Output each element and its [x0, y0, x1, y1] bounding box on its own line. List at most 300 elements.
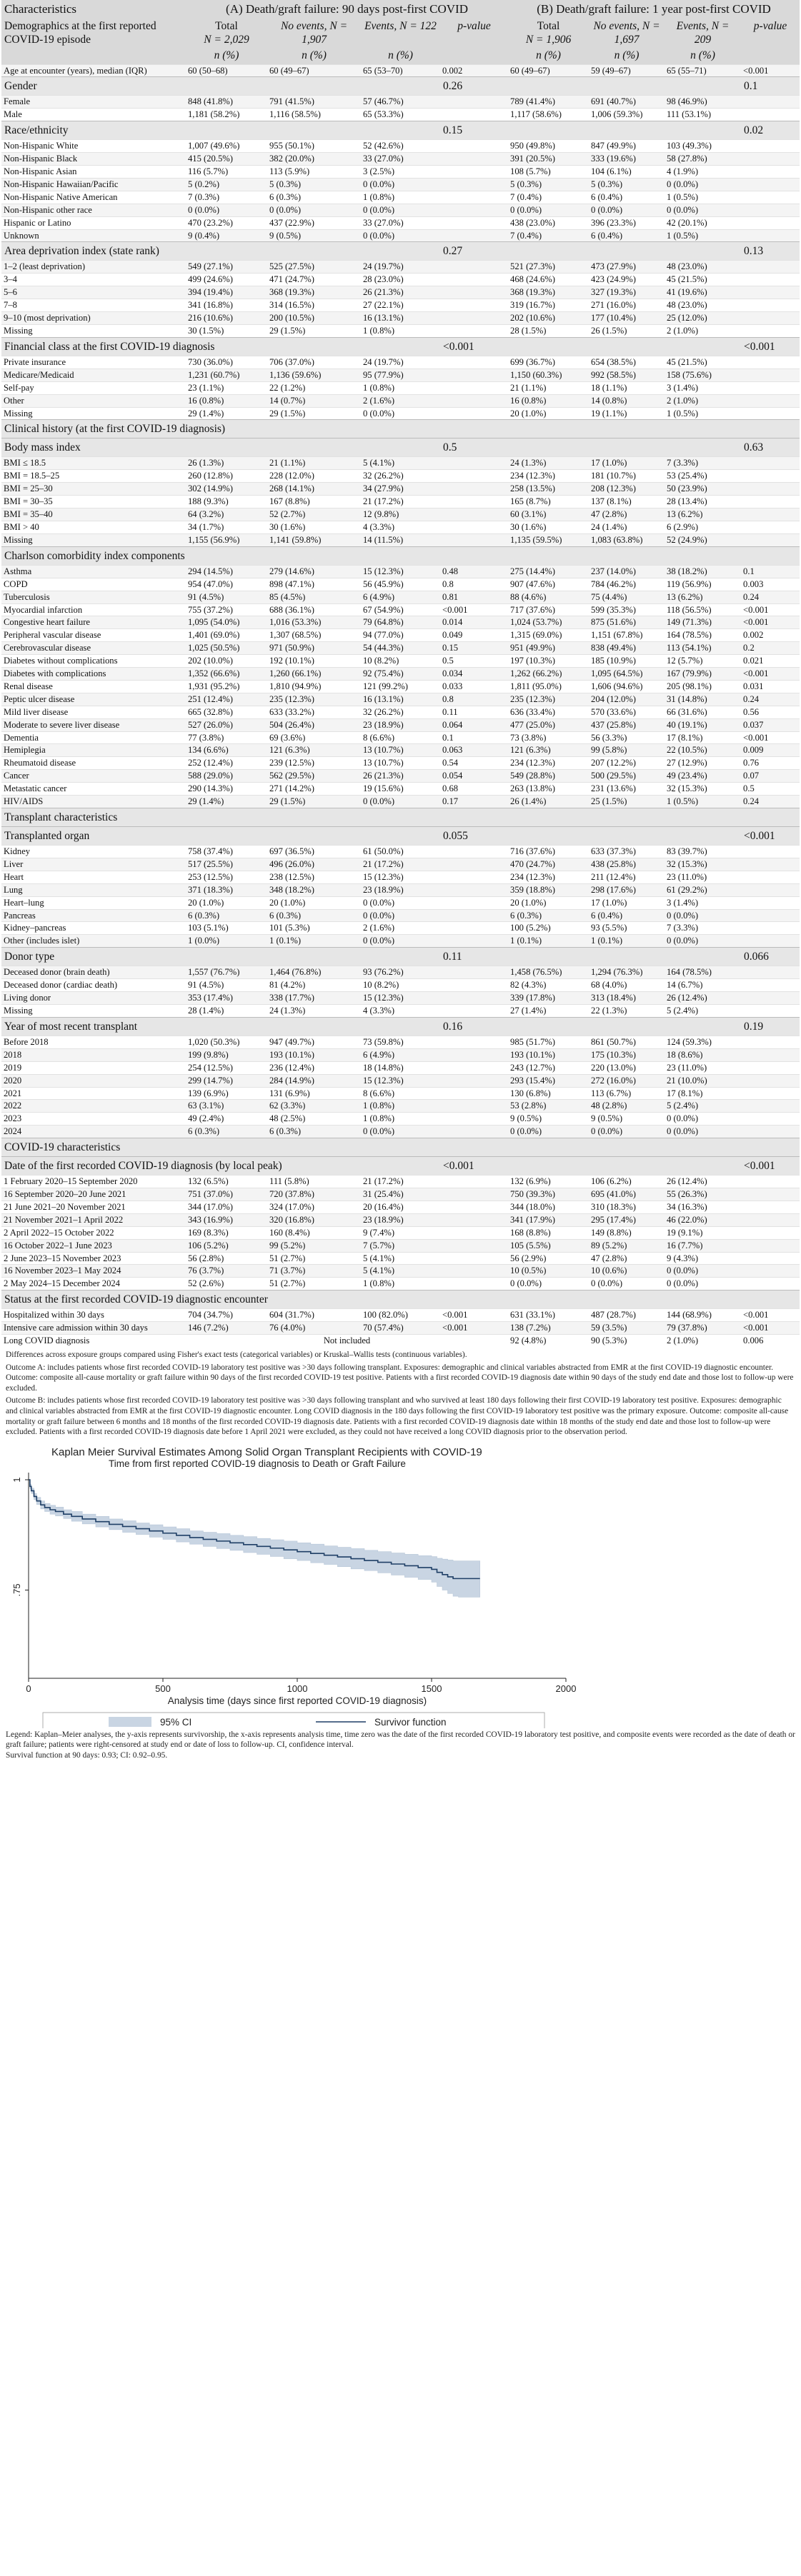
row-label: Liver: [1, 858, 186, 871]
table-cell: 9 (7.4%): [361, 1226, 440, 1239]
table-cell: 108 (5.7%): [508, 166, 589, 179]
table-row: [1, 178, 800, 191]
table-cell: 10 (0.5%): [508, 1265, 589, 1278]
table-cell: 20 (1.0%): [508, 407, 589, 420]
row-label: BMI = 25–30: [1, 483, 186, 496]
pvalue-cell: [741, 1252, 800, 1265]
row-label: Peripheral vascular disease: [1, 629, 186, 642]
table-cell: 1,606 (94.6%): [589, 680, 665, 693]
table-cell: 1,083 (63.8%): [589, 533, 665, 546]
row-label: Missing: [1, 533, 186, 546]
table-cell: 0 (0.0%): [361, 909, 440, 922]
table-cell: 706 (37.0%): [267, 356, 361, 369]
table-cell: 275 (14.4%): [508, 565, 589, 578]
pvalue-cell: [741, 286, 800, 299]
table-cell: 101 (5.3%): [267, 922, 361, 935]
pvalue-cell: 0.063: [440, 744, 508, 757]
table-row: [1, 1188, 800, 1201]
row-label: Rheumatoid disease: [1, 757, 186, 770]
table-cell: 0 (0.0%): [508, 1278, 589, 1290]
table-cell: 5 (0.3%): [589, 178, 665, 191]
table-cell: 1,006 (59.3%): [589, 109, 665, 121]
table-row: [1, 565, 800, 578]
table-row: [1, 909, 800, 922]
table-cell: 25 (1.5%): [589, 796, 665, 808]
y-tick-label: .75: [11, 1583, 22, 1597]
table-cell: 1 (0.1%): [267, 935, 361, 948]
table-cell: 368 (19.3%): [267, 286, 361, 299]
table-cell: 394 (19.4%): [186, 286, 267, 299]
table-cell: 971 (50.9%): [267, 642, 361, 655]
table-cell: 588 (29.0%): [186, 770, 267, 783]
table-cell: 1,141 (59.8%): [267, 533, 361, 546]
table-cell: 371 (18.3%): [186, 883, 267, 896]
table-cell: 13 (6.2%): [665, 591, 741, 603]
pvalue-cell: [741, 496, 800, 508]
pvalue-cell: 0.037: [741, 718, 800, 731]
table-cell: 38 (18.2%): [665, 565, 741, 578]
table-cell: 0 (0.0%): [361, 229, 440, 242]
table-cell: 631 (33.1%): [508, 1309, 589, 1322]
table-cell: 22 (10.5%): [665, 744, 741, 757]
table-cell: 144 (68.9%): [665, 1309, 741, 1322]
table-cell: 21 (10.0%): [665, 1074, 741, 1087]
pvalue-cell: 0.5: [741, 783, 800, 796]
table-row: [1, 770, 800, 783]
pvalue-cell: [440, 1113, 508, 1126]
table-cell: 1 (0.5%): [665, 229, 741, 242]
table-cell: 124 (59.3%): [665, 1036, 741, 1048]
row-label: Missing: [1, 1004, 186, 1017]
pvalue-cell: [741, 1188, 800, 1201]
section-pvalue-a: 0.26: [440, 77, 508, 96]
table-cell: 220 (13.0%): [589, 1061, 665, 1074]
pvalue-cell: [741, 896, 800, 909]
row-label: 2018: [1, 1048, 186, 1061]
pvalue-cell: [741, 178, 800, 191]
pvalue-cell: [440, 1226, 508, 1239]
table-row: [1, 229, 800, 242]
pvalue-cell: [741, 1213, 800, 1226]
table-cell: 12 (9.8%): [361, 508, 440, 521]
subheader-noevents-a: No events, N = 1,907: [267, 19, 361, 48]
table-subheader-row: [1, 19, 800, 48]
subheader-demographics: Demographics at the first reported COVID-19 episode: [1, 19, 186, 64]
section-pvalue-b: 0.63: [741, 438, 800, 457]
row-label: BMI = 18.5–25: [1, 470, 186, 483]
table-cell: 23 (18.9%): [361, 883, 440, 896]
table-cell: 338 (17.7%): [267, 992, 361, 1005]
table-cell: 789 (41.4%): [508, 96, 589, 109]
table-cell: 263 (13.8%): [508, 783, 589, 796]
table-cell: 992 (58.5%): [589, 369, 665, 381]
table-cell: 164 (78.5%): [665, 629, 741, 642]
pvalue-cell: 0.031: [741, 680, 800, 693]
table-row: [1, 642, 800, 655]
table-cell: 15 (12.3%): [361, 565, 440, 578]
table-row: [1, 1113, 800, 1126]
table-cell: 149 (8.8%): [589, 1226, 665, 1239]
table-cell: 9 (0.5%): [508, 1113, 589, 1126]
table-cell: 0 (0.0%): [361, 1126, 440, 1138]
pvalue-cell: [440, 312, 508, 325]
pvalue-cell: 0.003: [741, 578, 800, 591]
table-cell: 98 (46.9%): [665, 96, 741, 109]
pvalue-cell: 0.24: [741, 693, 800, 706]
row-label: Non-Hispanic Asian: [1, 166, 186, 179]
table-cell: 20 (1.0%): [508, 896, 589, 909]
table-cell: 63 (3.1%): [186, 1100, 267, 1113]
x-tick-label: 0: [26, 1683, 31, 1694]
table-header-row: [1, 0, 800, 19]
table-cell: 26 (12.4%): [665, 992, 741, 1005]
table-cell: 527 (26.0%): [186, 718, 267, 731]
table-cell: 208 (12.3%): [589, 483, 665, 496]
legend-ci-label: 95% CI: [160, 1716, 192, 1728]
row-label: Living donor: [1, 992, 186, 1005]
pvalue-cell: <0.001: [440, 1309, 508, 1322]
table-row: [1, 381, 800, 394]
pvalue-cell: [741, 1226, 800, 1239]
table-cell: 188 (9.3%): [186, 496, 267, 508]
table-row: [1, 1126, 800, 1138]
pvalue-cell: 0.002: [741, 629, 800, 642]
row-label: 3–4: [1, 274, 186, 286]
table-cell: 1,810 (94.9%): [267, 680, 361, 693]
table-cell: 23 (1.1%): [186, 381, 267, 394]
table-cell: 91 (4.5%): [186, 591, 267, 603]
pvalue-cell: [741, 871, 800, 883]
table-cell: 93 (5.5%): [589, 922, 665, 935]
table-cell: 468 (24.6%): [508, 274, 589, 286]
table-cell: 81 (4.2%): [267, 979, 361, 992]
row-label: 2 May 2024–15 December 2024: [1, 1278, 186, 1290]
table-cell: 235 (12.3%): [508, 693, 589, 706]
table-cell: 132 (6.9%): [508, 1176, 589, 1188]
table-row: [1, 629, 800, 642]
row-label: Heart: [1, 871, 186, 883]
table-cell: 73 (3.8%): [508, 731, 589, 744]
pvalue-cell: <0.001: [741, 616, 800, 629]
table-cell: 28 (1.5%): [508, 325, 589, 338]
table-cell: 14 (0.7%): [267, 394, 361, 407]
table-cell: 106 (5.2%): [186, 1239, 267, 1252]
table-row: [1, 312, 800, 325]
table-cell: 0 (0.0%): [589, 204, 665, 216]
pvalue-cell: [741, 109, 800, 121]
table-row: [1, 204, 800, 216]
table-cell: 6 (0.3%): [267, 1126, 361, 1138]
table-row: [1, 191, 800, 204]
table-cell: 200 (10.5%): [267, 312, 361, 325]
table-row: [1, 922, 800, 935]
table-cell: 1,260 (66.1%): [267, 668, 361, 681]
table-cell: 17 (1.0%): [589, 457, 665, 470]
table-cell: 13 (10.7%): [361, 744, 440, 757]
table-row: [1, 369, 800, 381]
row-label: Congestive heart failure: [1, 616, 186, 629]
table-cell: 704 (34.7%): [186, 1309, 267, 1322]
table-cell: 167 (79.9%): [665, 668, 741, 681]
row-label: Intensive care admission within 30 days: [1, 1322, 186, 1335]
table-row: [1, 274, 800, 286]
row-label: Lung: [1, 883, 186, 896]
row-label: Female: [1, 96, 186, 109]
table-row: [1, 407, 800, 420]
table-cell: 71 (3.7%): [267, 1265, 361, 1278]
table-cell: 437 (25.8%): [589, 718, 665, 731]
table-cell: 79 (64.8%): [361, 616, 440, 629]
pvalue-cell: [440, 191, 508, 204]
table-cell: 99 (5.8%): [589, 744, 665, 757]
table-cell: 1,464 (76.8%): [267, 966, 361, 979]
table-cell: 175 (10.3%): [589, 1048, 665, 1061]
table-row: [1, 64, 800, 77]
table-cell: 30 (1.6%): [508, 521, 589, 533]
table-cell: 1,557 (76.7%): [186, 966, 267, 979]
table-cell: 57 (46.7%): [361, 96, 440, 109]
pvalue-cell: [741, 1074, 800, 1087]
table-cell: 146 (7.2%): [186, 1322, 267, 1335]
table-cell: 21 (17.2%): [361, 858, 440, 871]
table-cell: 61 (50.0%): [361, 846, 440, 858]
pvalue-cell: [440, 922, 508, 935]
table-cell: 53 (2.8%): [508, 1100, 589, 1113]
table-row: [1, 1087, 800, 1100]
table-cell: 34 (27.9%): [361, 483, 440, 496]
table-cell: 633 (37.3%): [589, 846, 665, 858]
table-cell: 7 (5.7%): [361, 1239, 440, 1252]
table-cell: 9 (4.3%): [665, 1252, 741, 1265]
row-label: 2023: [1, 1113, 186, 1126]
table-cell: 6 (4.9%): [361, 1048, 440, 1061]
table-cell: 14 (0.8%): [589, 394, 665, 407]
table-cell: 52 (42.6%): [361, 140, 440, 153]
table-cell: 875 (51.6%): [589, 616, 665, 629]
table-cell: 26 (1.4%): [508, 796, 589, 808]
table-cell: 73 (59.8%): [361, 1036, 440, 1048]
table-cell: 751 (37.0%): [186, 1188, 267, 1201]
table-cell: 6 (0.3%): [508, 909, 589, 922]
table-cell: 6 (0.3%): [186, 909, 267, 922]
row-label: 2 April 2022–15 October 2022: [1, 1226, 186, 1239]
table-cell: 847 (49.9%): [589, 140, 665, 153]
pvalue-cell: [440, 470, 508, 483]
table-cell: 26 (12.4%): [665, 1176, 741, 1188]
np-label: n (%): [186, 48, 267, 64]
table-cell: 121 (6.3%): [508, 744, 589, 757]
table-cell: 1 (0.5%): [665, 796, 741, 808]
table-cell: 861 (50.7%): [589, 1036, 665, 1048]
pvalue-cell: [741, 909, 800, 922]
table-cell: 1,931 (95.2%): [186, 680, 267, 693]
table-cell: 55 (26.3%): [665, 1188, 741, 1201]
table-cell: 17 (8.1%): [665, 1087, 741, 1100]
subheader-events-a: Events, N = 122: [361, 19, 440, 48]
table-cell: 720 (37.8%): [267, 1188, 361, 1201]
row-label: Non-Hispanic White: [1, 140, 186, 153]
table-row: [1, 655, 800, 668]
table-row: [1, 533, 800, 546]
table-row: [1, 1252, 800, 1265]
table-cell: 29 (1.5%): [267, 407, 361, 420]
table-cell: 92 (75.4%): [361, 668, 440, 681]
pvalue-cell: 0.8: [440, 578, 508, 591]
table-notes: [1, 1347, 800, 1441]
table-cell: 951 (49.9%): [508, 642, 589, 655]
table-cell: 243 (12.7%): [508, 1061, 589, 1074]
table-cell: 47 (2.8%): [589, 508, 665, 521]
table-cell: 499 (24.6%): [186, 274, 267, 286]
pvalue-cell: 0.48: [440, 565, 508, 578]
pvalue-cell: [440, 896, 508, 909]
pvalue-cell: [440, 1188, 508, 1201]
section-label: Transplant characteristics: [1, 808, 800, 827]
section-row: [1, 1138, 800, 1157]
table-cell: 0 (0.0%): [361, 178, 440, 191]
table-cell: 99 (5.2%): [267, 1239, 361, 1252]
row-label: Cerebrovascular disease: [1, 642, 186, 655]
table-cell: 113 (54.1%): [665, 642, 741, 655]
table-cell: 116 (5.7%): [186, 166, 267, 179]
table-cell: 341 (17.9%): [508, 1213, 589, 1226]
table-cell: 158 (75.6%): [665, 369, 741, 381]
table-cell: 24 (1.3%): [508, 457, 589, 470]
table-cell: 103 (49.3%): [665, 140, 741, 153]
table-row: [1, 706, 800, 718]
table-cell: 121 (6.3%): [267, 744, 361, 757]
section-label: Date of the first recorded COVID-19 diagnosis (by local peak): [1, 1157, 440, 1176]
table-cell: 415 (20.5%): [186, 153, 267, 166]
section-pvalue-b: <0.001: [741, 1157, 800, 1176]
table-cell: 5 (4.1%): [361, 1265, 440, 1278]
table-row: [1, 1004, 800, 1017]
section-pvalue-b: <0.001: [741, 337, 800, 356]
table-cell: 40 (19.1%): [665, 718, 741, 731]
section-label: Year of most recent transplant: [1, 1017, 440, 1036]
pvalue-cell: 0.064: [440, 718, 508, 731]
table-cell: 1,401 (69.0%): [186, 629, 267, 642]
table-cell: 333 (19.6%): [589, 153, 665, 166]
note-paragraph: Outcome A: includes patients whose first recorded COVID-19 laboratory test positive was >30 days following transplant. Exposures: demographic and clinical variables abstracted from EMR at the first COVID-19 diagnostic encounter. Outcome: composite all-cause mortality or graft failure within 90 days of the first recorded COVID-19 test positive. Patients with a first recorded COVID-19 diagnosis date within 90 days of the study end date and those lost to follow-up were excluded.: [6, 1363, 794, 1393]
table-cell: 26 (21.3%): [361, 770, 440, 783]
table-cell: 7 (0.4%): [508, 191, 589, 204]
table-cell: 423 (24.9%): [589, 274, 665, 286]
row-label: Asthma: [1, 565, 186, 578]
row-label: COPD: [1, 578, 186, 591]
table-cell: 21 (1.1%): [508, 381, 589, 394]
table-cell: 77 (3.8%): [186, 731, 267, 744]
table-cell: 784 (46.2%): [589, 578, 665, 591]
table-cell: 17 (1.0%): [589, 896, 665, 909]
pvalue-cell: [440, 1004, 508, 1017]
row-label: 2022: [1, 1100, 186, 1113]
pvalue-cell: [741, 356, 800, 369]
chart-title: Kaplan Meier Survival Estimates Among Solid Organ Transplant Recipients with COVID-19: [51, 1445, 482, 1458]
table-cell: 521 (27.3%): [508, 261, 589, 274]
section-row: [1, 1290, 800, 1309]
pvalue-cell: [440, 508, 508, 521]
table-cell: 10 (0.6%): [589, 1265, 665, 1278]
pvalue-cell: [741, 140, 800, 153]
table-row: [1, 470, 800, 483]
table-cell: 697 (36.5%): [267, 846, 361, 858]
pvalue-cell: 0.24: [741, 591, 800, 603]
table-cell: 295 (17.4%): [589, 1213, 665, 1226]
table-cell: 1,231 (60.7%): [186, 369, 267, 381]
section-pvalue-a: <0.001: [440, 337, 508, 356]
table-cell: 9 (0.4%): [186, 229, 267, 242]
table-cell: 3 (1.4%): [665, 896, 741, 909]
row-label: Pancreas: [1, 909, 186, 922]
table-cell: 1 (0.0%): [186, 935, 267, 948]
table-cell: 359 (18.8%): [508, 883, 589, 896]
row-label: Hospitalized within 30 days: [1, 1309, 186, 1322]
table-cell: 76 (4.0%): [267, 1322, 361, 1335]
table-cell: 89 (5.2%): [589, 1239, 665, 1252]
section-row: [1, 546, 800, 565]
pvalue-cell: 0.24: [741, 796, 800, 808]
np-label: n (%): [508, 48, 589, 64]
table-cell: 59 (49–67): [589, 64, 665, 77]
pvalue-cell: [741, 457, 800, 470]
pvalue-cell: [440, 407, 508, 420]
section-row: [1, 420, 800, 438]
pvalue-cell: [440, 883, 508, 896]
table-row: [1, 757, 800, 770]
kaplan-meier-chart: [1, 1443, 800, 1728]
pvalue-cell: [440, 533, 508, 546]
table-cell: 32 (15.3%): [665, 783, 741, 796]
table-row: [1, 1061, 800, 1074]
row-label: BMI ≤ 18.5: [1, 457, 186, 470]
table-cell: 33 (27.0%): [361, 216, 440, 229]
table-cell: 62 (3.3%): [267, 1100, 361, 1113]
row-label: Tuberculosis: [1, 591, 186, 603]
table-cell: 279 (14.6%): [267, 565, 361, 578]
table-cell: 7 (0.3%): [186, 191, 267, 204]
legend-note-paragraph: Survival function at 90 days: 0.93; CI: 0.92–0.95.: [6, 1750, 168, 1760]
table-cell: 239 (12.5%): [267, 757, 361, 770]
row-label: Other: [1, 394, 186, 407]
table-cell: 1 (0.8%): [361, 1100, 440, 1113]
table-cell: 1 (0.8%): [361, 1113, 440, 1126]
pvalue-cell: [440, 1176, 508, 1188]
pvalue-cell: [440, 979, 508, 992]
table-cell: 31 (14.8%): [665, 693, 741, 706]
table-cell: 42 (20.1%): [665, 216, 741, 229]
pvalue-cell: 0.034: [440, 668, 508, 681]
section-label: Status at the first recorded COVID-19 diagnostic encounter: [1, 1290, 800, 1309]
table-cell: 26 (1.3%): [186, 457, 267, 470]
pvalue-cell: [741, 96, 800, 109]
table-cell: 353 (17.4%): [186, 992, 267, 1005]
table-cell: 1 (0.1%): [589, 935, 665, 948]
table-cell: 1,155 (56.9%): [186, 533, 267, 546]
section-pvalue-b: 0.13: [741, 242, 800, 261]
table-row: [1, 166, 800, 179]
table-cell: 396 (23.3%): [589, 216, 665, 229]
table-row: [1, 1278, 800, 1290]
section-row: [1, 121, 800, 140]
pvalue-cell: [741, 229, 800, 242]
legend-ci-swatch: [109, 1717, 151, 1727]
pvalue-cell: [440, 1048, 508, 1061]
table-row: [1, 1100, 800, 1113]
pvalue-cell: [741, 1126, 800, 1138]
table-row: [1, 496, 800, 508]
pvalue-cell: [440, 261, 508, 274]
